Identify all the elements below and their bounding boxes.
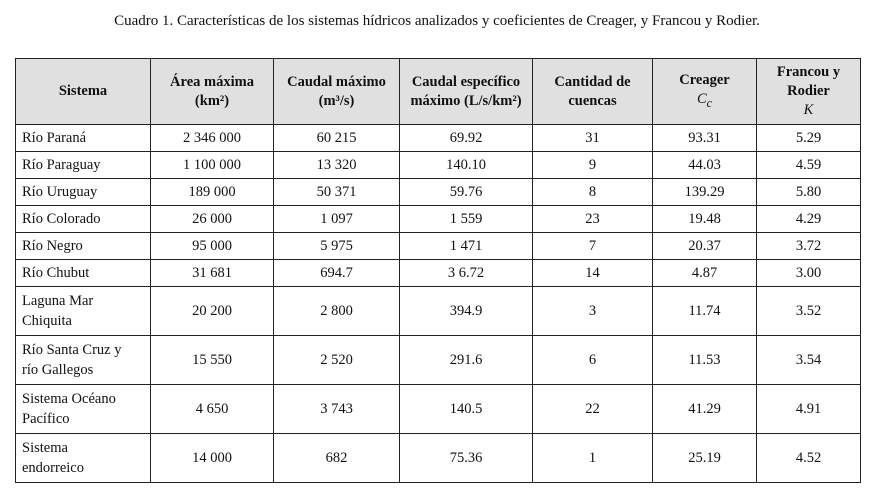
- cell-caudal: 60 215: [274, 125, 400, 152]
- cell-sistema: Río Paraná: [16, 125, 151, 152]
- table-row: [16, 152, 861, 179]
- cell-francou: 3.72: [757, 233, 861, 260]
- cell-creager: 20.37: [653, 233, 757, 260]
- cell-cuencas: 1: [533, 434, 653, 483]
- cell-area: 15 550: [151, 336, 274, 385]
- cell-area: 189 000: [151, 179, 274, 206]
- table-row: [16, 206, 861, 233]
- cell-especifico: 291.6: [400, 336, 533, 385]
- cell-especifico: 59.76: [400, 179, 533, 206]
- header-caudal: Caudal máximo (m³/s): [274, 59, 400, 125]
- cell-especifico: 3 6.72: [400, 260, 533, 287]
- cell-caudal: 13 320: [274, 152, 400, 179]
- cell-francou: 4.91: [757, 385, 861, 434]
- table-caption: Cuadro 1. Características de los sistemas hídricos analizados y coeficientes de Creager, y Francou y Rodier.: [114, 13, 760, 29]
- header-creager: Creager $C_c$: [653, 59, 757, 125]
- cell-francou: 4.29: [757, 206, 861, 233]
- table-row: [16, 260, 861, 287]
- cell-cuencas: 3: [533, 287, 653, 336]
- table-row: [16, 385, 861, 434]
- table-row: [16, 434, 861, 483]
- cell-creager: 4.87: [653, 260, 757, 287]
- cell-caudal: 3 743: [274, 385, 400, 434]
- header-sistema: Sistema: [16, 59, 151, 125]
- cell-caudal: 1 097: [274, 206, 400, 233]
- hydro-systems-table: [15, 58, 861, 483]
- cell-caudal: 2 520: [274, 336, 400, 385]
- cell-area: 26 000: [151, 206, 274, 233]
- cell-caudal: 5 975: [274, 233, 400, 260]
- cell-creager: 25.19: [653, 434, 757, 483]
- cell-caudal: 50 371: [274, 179, 400, 206]
- table-row: [16, 287, 861, 336]
- cell-cuencas: 9: [533, 152, 653, 179]
- cell-especifico: 1 471: [400, 233, 533, 260]
- table-row: [16, 336, 861, 385]
- cell-creager: 41.29: [653, 385, 757, 434]
- cell-creager: 11.53: [653, 336, 757, 385]
- cell-especifico: 1 559: [400, 206, 533, 233]
- cell-area: 14 000: [151, 434, 274, 483]
- cell-area: 2 346 000: [151, 125, 274, 152]
- table-row: [16, 179, 861, 206]
- table-row: [16, 125, 861, 152]
- cell-especifico: 75.36: [400, 434, 533, 483]
- cell-area: 20 200: [151, 287, 274, 336]
- header-especifico: Caudal específico máximo (L/s/km²): [400, 59, 533, 125]
- cell-sistema: Río Paraguay: [16, 152, 151, 179]
- table-header-row: [16, 59, 861, 125]
- cell-cuencas: 31: [533, 125, 653, 152]
- cell-cuencas: 22: [533, 385, 653, 434]
- cell-sistema: Sistema endorreico: [16, 434, 151, 483]
- cell-especifico: 69.92: [400, 125, 533, 152]
- cell-area: 1 100 000: [151, 152, 274, 179]
- cell-caudal: 694.7: [274, 260, 400, 287]
- cell-cuencas: 6: [533, 336, 653, 385]
- cell-sistema: Río Chubut: [16, 260, 151, 287]
- cell-creager: 11.74: [653, 287, 757, 336]
- cell-francou: 4.59: [757, 152, 861, 179]
- cell-caudal: 2 800: [274, 287, 400, 336]
- cell-sistema: Sistema Océano Pacífico: [16, 385, 151, 434]
- cell-area: 4 650: [151, 385, 274, 434]
- cell-cuencas: 23: [533, 206, 653, 233]
- cell-francou: 3.54: [757, 336, 861, 385]
- cell-especifico: 394.9: [400, 287, 533, 336]
- cell-especifico: 140.5: [400, 385, 533, 434]
- cell-creager: 93.31: [653, 125, 757, 152]
- cell-sistema: Río Colorado: [16, 206, 151, 233]
- cell-sistema: Laguna Mar Chiquita: [16, 287, 151, 336]
- cell-cuencas: 7: [533, 233, 653, 260]
- cell-caudal: 682: [274, 434, 400, 483]
- cell-creager: 139.29: [653, 179, 757, 206]
- cell-francou: 3.00: [757, 260, 861, 287]
- table-row: [16, 233, 861, 260]
- cell-cuencas: 8: [533, 179, 653, 206]
- cell-area: 31 681: [151, 260, 274, 287]
- cell-francou: 3.52: [757, 287, 861, 336]
- cell-francou: 5.80: [757, 179, 861, 206]
- cell-sistema: Río Negro: [16, 233, 151, 260]
- header-area: Área máxima (km²): [151, 59, 274, 125]
- header-francou: Francou y Rodier K: [757, 59, 861, 125]
- cell-francou: 5.29: [757, 125, 861, 152]
- cell-especifico: 140.10: [400, 152, 533, 179]
- cell-creager: 44.03: [653, 152, 757, 179]
- cell-sistema: Río Uruguay: [16, 179, 151, 206]
- cell-sistema: Río Santa Cruz y río Gallegos: [16, 336, 151, 385]
- cell-francou: 4.52: [757, 434, 861, 483]
- header-cuencas: Cantidad de cuencas: [533, 59, 653, 125]
- cell-creager: 19.48: [653, 206, 757, 233]
- cell-cuencas: 14: [533, 260, 653, 287]
- cell-area: 95 000: [151, 233, 274, 260]
